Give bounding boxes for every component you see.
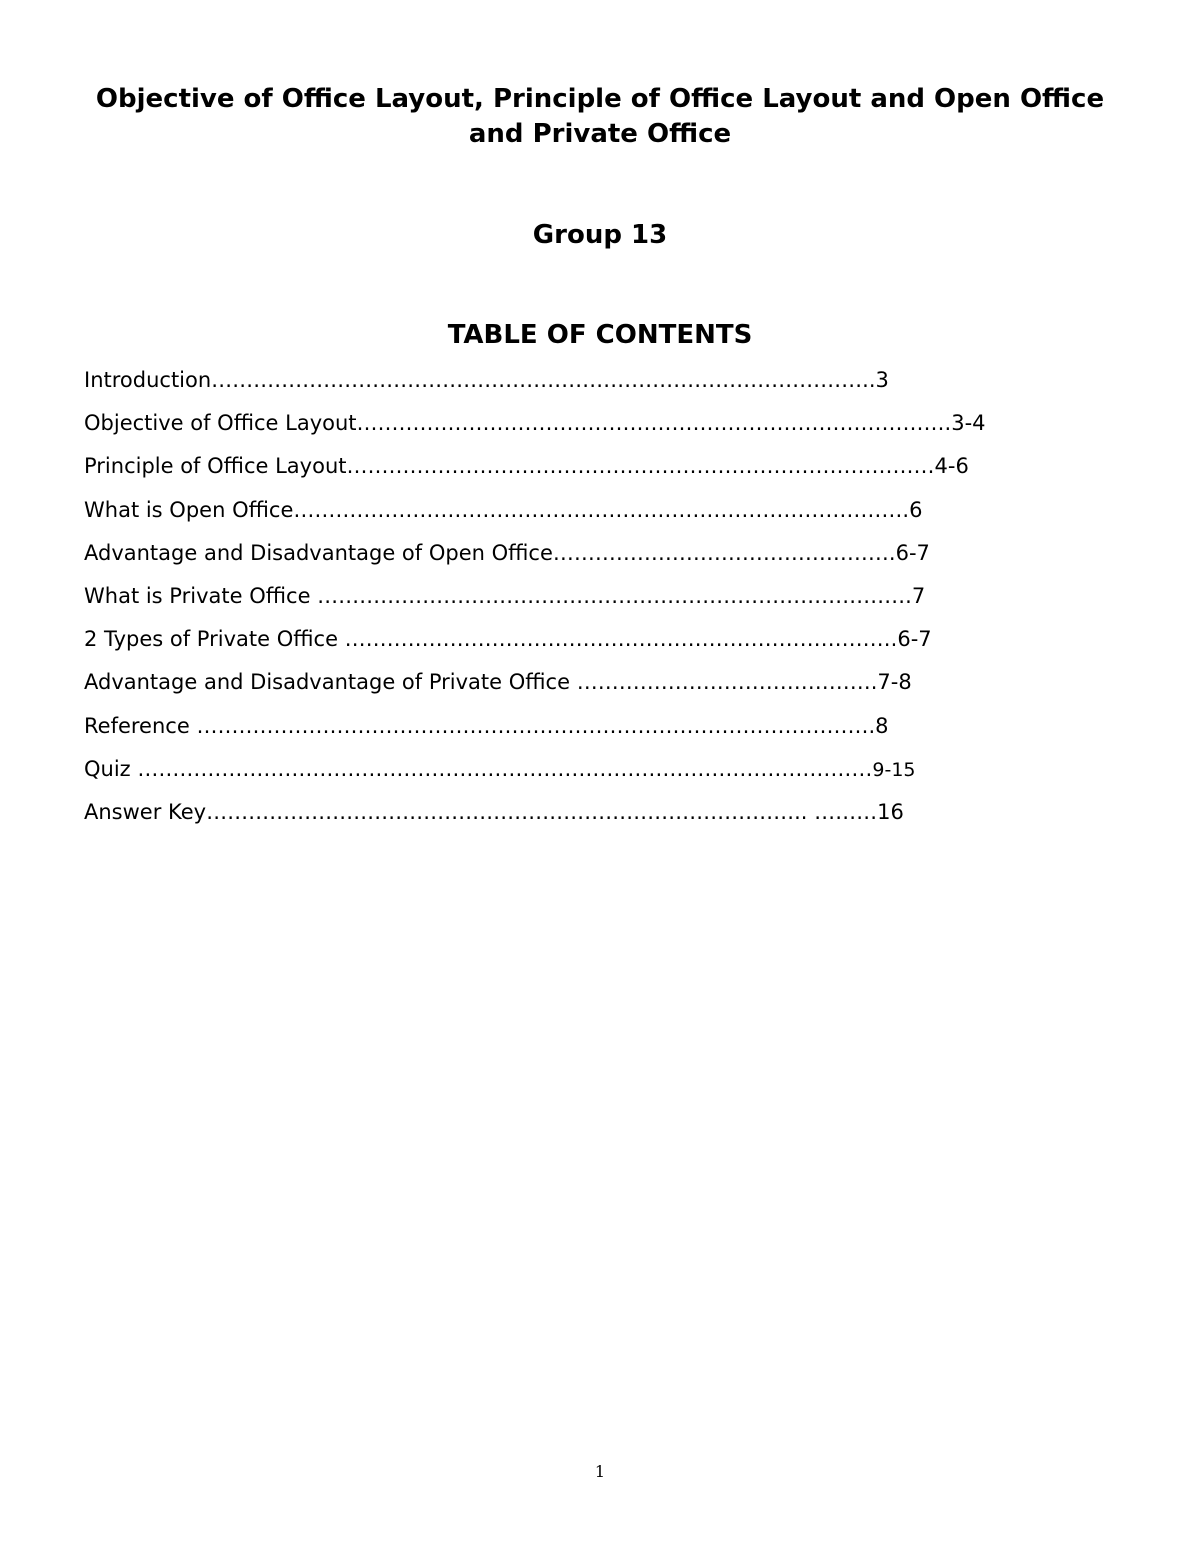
toc-entry-page: 7-8 bbox=[877, 670, 912, 695]
toc-entry-leader: …………………………………………. bbox=[552, 540, 896, 565]
toc-entry-label: Objective of Office Layout bbox=[84, 411, 357, 436]
toc-entry-leader: …………………………………………………………………………………………… bbox=[137, 756, 873, 781]
toc-entry-advantage-disadvantage-private-office bbox=[84, 667, 986, 710]
toc-entry-page: 16 bbox=[877, 799, 904, 824]
toc-entry-page: 8 bbox=[875, 713, 889, 738]
toc-entry-introduction bbox=[84, 365, 986, 408]
toc-entry-objective-of-office-layout bbox=[84, 408, 986, 451]
toc-entry-label: Reference bbox=[84, 713, 197, 738]
toc-entry-leader: …………………………………………………………………………. bbox=[317, 583, 912, 608]
toc-entry-answer-key bbox=[84, 797, 986, 840]
toc-entry-what-is-open-office bbox=[84, 495, 986, 538]
toc-entry-what-is-private-office bbox=[84, 581, 986, 624]
toc-entry-quiz bbox=[84, 754, 986, 797]
toc-entry-label: Introduction bbox=[84, 368, 212, 392]
toc-entry-leader: …………………………………………………………………………. bbox=[356, 411, 952, 436]
toc-entry-leader: ………………………………………………………………………… bbox=[346, 454, 935, 479]
toc-entry-label: What is Open Office bbox=[84, 497, 294, 522]
toc-entry-page: 3-4 bbox=[951, 411, 986, 436]
group-name: Group 13 bbox=[532, 220, 668, 250]
toc-entry-page: 6 bbox=[909, 497, 923, 522]
toc-entry-page: 7 bbox=[911, 583, 926, 608]
toc-entry-label: Advantage and Disadvantage of Open Office bbox=[84, 540, 553, 565]
table-of-contents bbox=[84, 365, 986, 840]
toc-entry-leader: ……………………………………………………………………. bbox=[344, 627, 898, 652]
toc-entry-page: 9-15 bbox=[872, 758, 916, 781]
toc-entry-label: What is Private Office bbox=[84, 583, 318, 608]
toc-entry-label: Answer Key bbox=[84, 799, 207, 824]
toc-entry-label: Quiz bbox=[84, 756, 138, 781]
toc-entry-principle-of-office-layout bbox=[84, 451, 986, 494]
toc-entry-leader: ……………………………………………………………………………. bbox=[293, 497, 910, 522]
toc-entry-leader: ………………………………………………………………………….. ……… bbox=[206, 799, 878, 824]
toc-entry-reference bbox=[84, 711, 986, 754]
toc-entry-page: 3 bbox=[875, 368, 889, 392]
toc-entry-types-of-private-office bbox=[84, 624, 986, 667]
toc-heading: TABLE OF CONTENTS bbox=[447, 320, 753, 350]
toc-entry-label: Advantage and Disadvantage of Private Office bbox=[84, 670, 577, 695]
footer-page-number: 1 bbox=[594, 1462, 606, 1481]
toc-entry-page: 4-6 bbox=[934, 454, 969, 479]
toc-entry-leader: ……………………………………. bbox=[576, 670, 878, 695]
toc-entry-leader: ………………………………………………………………………………….. bbox=[211, 368, 876, 392]
document-title: Objective of Office Layout, Principle of Office Layout and Open Office and Private Office bbox=[95, 84, 1105, 149]
toc-entry-leader: ……………………………………………………………………………………. bbox=[196, 713, 876, 738]
toc-entry-label: Principle of Office Layout bbox=[84, 454, 347, 479]
toc-entry-page: 6-7 bbox=[895, 540, 930, 565]
toc-entry-label: 2 Types of Private Office bbox=[84, 627, 345, 652]
toc-entry-page: 6-7 bbox=[897, 627, 932, 652]
toc-entry-advantage-disadvantage-open-office bbox=[84, 538, 986, 581]
